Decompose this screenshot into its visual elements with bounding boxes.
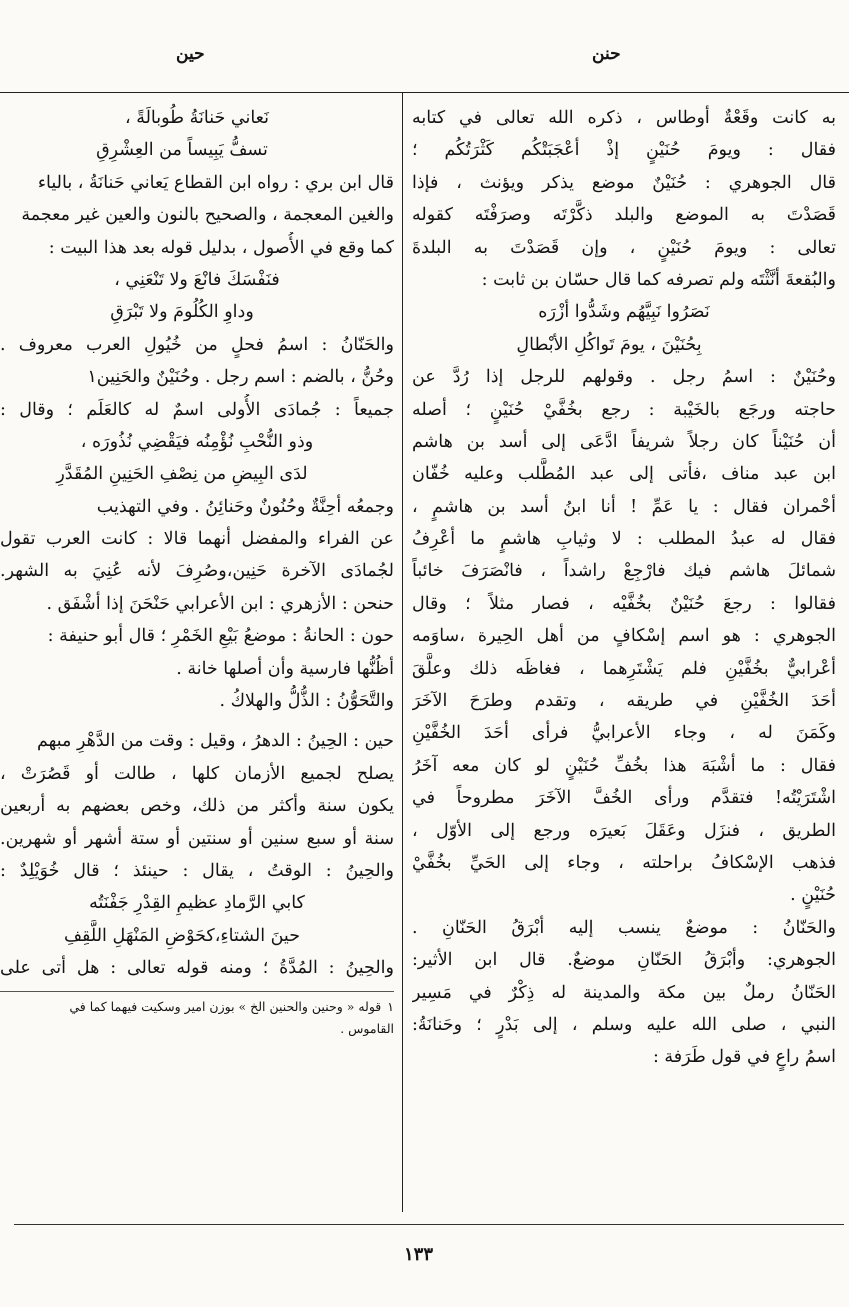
- text-line: حُنَيْنٍ .: [790, 885, 836, 906]
- text-line: قال الجوهري : حُنَيْنٌ موضع يذكر ويؤنث ، فإذا: [412, 172, 836, 193]
- page-number: ١٣٣: [404, 1244, 434, 1265]
- text-line: فنَفْسَكَ فانْعَ ولا تَنْعَنِي ،: [114, 269, 280, 290]
- text-line: والتَّحَوُّنُ : الذُّلُّ والهلاكُ .: [219, 691, 394, 712]
- text-line: كابي الرَّمادِ عظيمِ القِدْرِ جَفْنَتُه: [89, 893, 305, 914]
- column-divider: [402, 92, 403, 1212]
- left-column: [0, 102, 394, 1182]
- text-line: أن حُنَيْناً كان رجلاً شريفاً ادَّعَى إلى أسد بن هاشم: [412, 431, 836, 452]
- text-line: وحُنَيْنٌ : اسمُ رجل . وقولهم للرجل إذا رُدَّ عن: [412, 367, 836, 388]
- text-line: ابن عبد مناف ،فأتى إلى عبد المُطَّلب وعليه خُفّان: [412, 464, 836, 485]
- text-line: نَصَرُوا نَبِيَّهُم وشَدُّوا أزْرَه: [538, 302, 710, 323]
- text-line: الطريق ، فنزَل وعَقَلَ بَعيرَه ورجع إلى الأوّل ،: [412, 820, 836, 841]
- text-line: وكَمَنَ له ، وجاء الأعرابيُّ فرأى أحَدَ الخُفَّيْنِ: [412, 723, 836, 744]
- text-line: حين : الحِينُ : الدهرُ ، وقيل : وقت من الدَّهْرِ مبهم: [37, 731, 394, 752]
- text-line: يكون سنة وأكثر من ذلك، وخص بعضهم به أربعين: [0, 796, 394, 817]
- text-line: وداوِ الكُلُومَ ولا تَبْرَقِ: [110, 302, 254, 323]
- text-line: نَعاني حَنانَةُ طُوبالَةً ،: [124, 108, 269, 128]
- text-line: حون : الحانةُ : موضعُ بَيْعِ الخَمْرِ ؛ قال أبو حنيفة :: [47, 626, 394, 647]
- text-line: قَصَدْتَ به الموضع والبلد ذكَّرْتَه وصرَفْتَه كقوله: [412, 205, 836, 226]
- text-line: فقال : ما أشْبَهَ هذا بخُفِّ حُنَيْنٍ لو كان معه آخَرُ: [412, 755, 836, 776]
- text-line: تسفُّ يَبِيساً من العِشْرِقِ: [96, 140, 268, 161]
- text-line: حنحن : الأزهري : ابن الأعرابي حَنْحَنَ إذا أشْفَق .: [46, 593, 394, 614]
- text-line: لدَى البِيضِ من نِصْفِ الحَنِينِ المُقَدَّرِ: [56, 464, 308, 485]
- text-line: به كانت وقَعْةٌ أوطاس ، ذكره الله تعالى في كتابه: [412, 108, 836, 128]
- right-column: [412, 102, 836, 1074]
- text-line: الحَنّانُ رملٌ بين مكة والمدينة له ذِكْرٌ في مَسِير: [412, 982, 836, 1003]
- text-line: أعْرابيٌّ بخُفَّيْنِ فلم يَشْتَرِهما ، فغاظَه ذلك وعلَّقَ: [412, 658, 836, 679]
- text-line: الجوهري : هو اسم إسْكافٍ من أهل الحِيرة ،ساوَمه: [412, 626, 836, 647]
- footnote-line-1: ١قوله « وحنين والحنين الخ » بوزن امير وسكيت فيهما كما في: [0, 996, 394, 1018]
- footnote-line-2: القاموس .: [340, 1020, 394, 1036]
- text-line: وحُنُّ ، بالضم : اسم رجل . وحُنَيْنٌ والحَنِين١: [87, 367, 394, 388]
- text-line: كما وقع في الأُصول ، بدليل قوله بعد هذا البيت :: [48, 237, 394, 258]
- text-line: شمائلَ هاشم فيك فارْجِعْ راشداً ، فانْصَرَفَ خائباً: [412, 561, 836, 582]
- text-line: والحَنّانُ : موضعٌ ينسب إليه أبْرَقُ الحَنّانِ .: [412, 917, 836, 938]
- text-line: قال ابن بري : رواه ابن القطاع يَعاني حَنانَةُ ، بالياء: [37, 172, 394, 193]
- text-line: حينَ الشتاءِ،كحَوْضِ المَنْهَلِ اللَّقِفِ: [63, 925, 301, 946]
- footer-rule: [14, 1224, 844, 1225]
- text-line: بِحُنَيْنَ ، يومَ تَواكُلِ الأبْطالِ: [516, 334, 702, 355]
- text-line: النبي ، صلى الله عليه وسلم ، إلى بَدْرٍ ؛ وحَنانَةُ:: [412, 1014, 836, 1035]
- text-line: فقال له عبدُ المطلب : لا وثيابِ هاشمٍ ما أعْرِفُ: [412, 529, 836, 550]
- text-line: أظُنُّها فارسية وأن أصلها خانة .: [176, 658, 394, 679]
- text-line: تعالى : ويومَ حُنَيْنٍ ، وإن قَصَدْتَ به البلدةَ: [412, 237, 836, 258]
- page-header-left: حين: [176, 44, 205, 64]
- text-line: اسمُ راعٍ في قول طَرَفة :: [652, 1047, 836, 1068]
- footnote-mark: ١: [387, 998, 394, 1014]
- text-line: عن الفراء والمفضل أنهما قالا : كانت العرب تقول: [0, 529, 394, 550]
- text-line: وذو النُّحْبِ نُؤْمِنُه فيَقْضِي نُذُورَه ،: [80, 431, 314, 452]
- text-line: جميعاً : جُمادَى الأُولى اسمٌ له كالعَلَم ؛ وقال :: [0, 399, 394, 420]
- text-line: سنة أو سبع سنين أو سنتين أو ستة أشهر أو شهرين.: [0, 828, 394, 849]
- footnote-rule: [0, 991, 394, 992]
- text-line: وجمعُه أحِنَّةٌ وحُنُونٌ وحَنائِنُ . وفي التهذيب: [96, 496, 394, 517]
- text-line: والحِينُ : المُدَّةُ ؛ ومنه قوله تعالى : هل أتى على: [0, 958, 394, 979]
- text-line: أحَدَ الخُفَّيْنِ في طريقه ، وتقدم وطرَحَ الآخَرَ: [412, 691, 836, 712]
- text-line: لجُمادَى الآخرة حَنِين،وصُرِفَ لأنه عُنِيَ به الشهر.: [0, 561, 394, 582]
- text-line: فقال : ويومَ حُنَيْنٍ إذْ أعْجَبَتْكُم كَثْرَتُكُم ؛: [412, 140, 836, 161]
- text-line: فقالوا : رجعَ حُنَيْنٌ بخُفَّيْه ، فصار مثلاً ؛ وقال: [412, 593, 836, 614]
- text-line: والغين المعجمة ، والصحيح بالنون والعين غير معجمة: [21, 205, 394, 226]
- text-line: يصلح لجميع الأزمان كلها ، طالت أو قَصُرَتْ ،: [0, 763, 394, 784]
- text-line: حاجته ورجَع بالخَيْبة : رجع بخُفَّيْ حُنَيْنٍ ؛ أصله: [412, 399, 836, 420]
- page-header-right: حنن: [592, 44, 621, 64]
- header-rule: [0, 92, 849, 93]
- text-line: والحَنّانُ : اسمُ فحلٍ من خُيُولِ العرب معروف .: [0, 334, 394, 355]
- left-column-body: [0, 102, 394, 985]
- text-line: فذهب الإسْكافُ براحلته ، وجاء إلى الحَيِّ بخُفَّيْ: [412, 852, 836, 873]
- text-line: اشْتَرَيْتُه! فتقدَّم ورأى الخُفَّ الآخَرَ مطروحاً في: [412, 788, 836, 809]
- text-line: والحِينُ : الوقتُ ، يقال : حينئذ ؛ قال خُوَيْلِدٌ :: [0, 860, 394, 881]
- text-line: أحْمران فقال : يا عَمِّ ! أنا ابنُ أسد بن هاشمٍ ،: [412, 496, 836, 517]
- text-line: الجوهري: وأبْرَقُ الحَنّانِ موضعٌ. قال ابن الأثير:: [412, 950, 836, 971]
- text-line: والبُقعةَ أنَّثْتَه ولم تصرفه كما قال حسّان بن ثابت :: [481, 269, 836, 290]
